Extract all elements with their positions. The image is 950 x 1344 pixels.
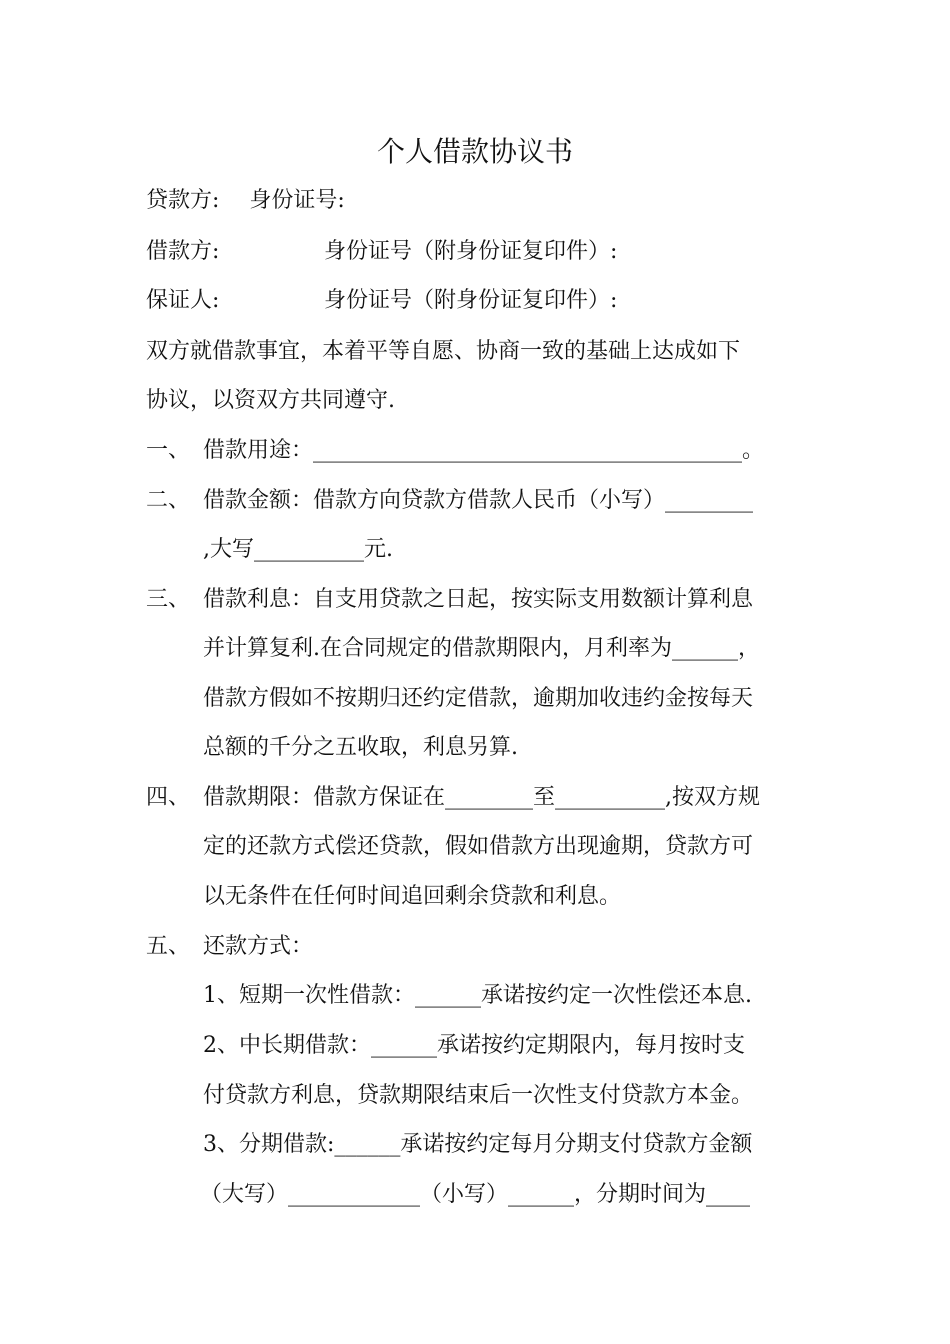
- clause-3-line-1: 借款利息：自支用贷款之日起，按实际支用数额计算利息: [203, 587, 754, 612]
- guarantor-row: [146, 286, 219, 316]
- guarantor-id-label: 身份证号（附身份证复印件）:: [324, 288, 618, 313]
- borrower-row: [146, 237, 219, 267]
- clause-4-line-3: 以无条件在任何时间追回剩余贷款和利息。: [203, 884, 622, 909]
- clause-5-sub-2-line-2: 付贷款方利息，贷款期限结束后一次性支付贷款方本金。: [203, 1083, 754, 1108]
- clause-2-number: 二、: [146, 488, 191, 513]
- intro-line-2: 协议，以资双方共同遵守.: [146, 388, 395, 413]
- clause-2-line-2: ,大写__________元.: [203, 537, 393, 562]
- clause-3-line-3: 借款方假如不按期归还约定借款，逾期加收违约金按每天: [203, 686, 754, 711]
- clause-1-number: 一、: [146, 438, 191, 463]
- clause-4-number: 四、: [146, 785, 191, 810]
- clause-1-line-1: 借款用途：_______________________________________。: [203, 438, 765, 463]
- guarantor-label: 保证人:: [146, 288, 220, 313]
- borrower-id-row: [324, 237, 617, 267]
- clause-3-line-4: 总额的千分之五收取，利息另算.: [203, 735, 518, 760]
- clause-3-line-2: 并计算复利.在合同规定的借款期限内，月利率为______，: [203, 636, 760, 661]
- clause-5-sub-2-line-1: 2、中长期借款：______承诺按约定期限内，每月按时支: [203, 1033, 745, 1058]
- lender-label: 贷款方:: [146, 188, 220, 213]
- clause-4-line-2: 定的还款方式偿还贷款，假如借款方出现逾期，贷款方可: [203, 834, 754, 859]
- clause-4-line-1: 借款期限：借款方保证在________至__________,按双方规: [203, 785, 760, 810]
- clause-5-sub-3-line-1: 3、分期借款:______承诺按约定每月分期支付贷款方金额: [203, 1132, 753, 1157]
- clause-5-sub-1: 1、短期一次性借款：______承诺按约定一次性偿还本息.: [203, 983, 752, 1008]
- lender-row: [146, 186, 345, 216]
- document-title: 个人借款协议书: [376, 135, 573, 168]
- borrower-label: 借款方:: [146, 239, 220, 264]
- guarantor-id-row: [324, 286, 617, 316]
- clause-2-line-1: 借款金额：借款方向贷款方借款人民币（小写）________: [203, 488, 754, 513]
- clause-5-line-1: 还款方式：: [203, 934, 314, 959]
- intro-line-1: 双方就借款事宜，本着平等自愿、协商一致的基础上达成如下: [146, 339, 741, 364]
- borrower-id-label: 身份证号（附身份证复印件）:: [324, 239, 618, 264]
- clause-5-sub-3-line-2: （大写）____________（小写）______，分期时间为____: [200, 1182, 751, 1207]
- clause-5-number: 五、: [146, 934, 191, 959]
- clause-3-number: 三、: [146, 587, 191, 612]
- lender-id-label: 身份证号:: [249, 188, 345, 213]
